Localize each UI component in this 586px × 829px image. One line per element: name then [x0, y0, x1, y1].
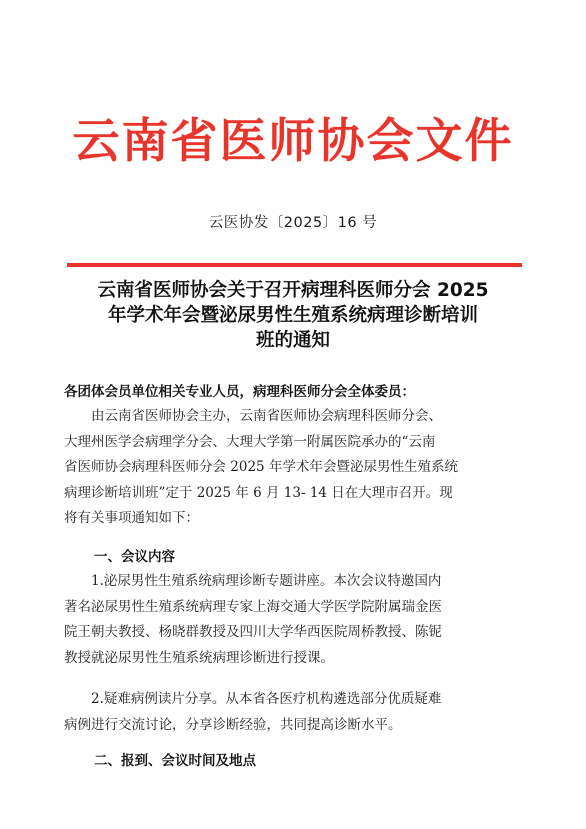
document-number: 云医协发〔2025〕16 号 — [208, 215, 378, 231]
paragraph-line: 大理州医学会病理学分会、大理大学第一附属医院承办的“云南 — [64, 433, 436, 450]
section-heading-registration: 二、报到、会议时间及地点 — [94, 753, 256, 769]
paragraph-line: 教授就泌尿男性生殖系统病理诊断进行授课。 — [64, 649, 334, 666]
red-divider-line — [67, 263, 522, 267]
notice-title-line: 班的通知 — [255, 330, 330, 351]
org-header-title: 云南省医师协会文件 — [72, 114, 514, 169]
section-heading-meeting-content: 一、会议内容 — [94, 549, 175, 565]
paragraph-line: 著名泌尿男性生殖系统病理专家上海交通大学医学院附属瑞金医 — [64, 598, 442, 615]
notice-title-line: 云南省医师协会关于召开病理科医师分会 2025 — [97, 280, 489, 301]
paragraph-line: 2.疑难病例读片分享。从本省各医疗机构遴选部分优质疑难 — [91, 691, 442, 707]
paragraph-line: 1.泌尿男性生殖系统病理诊断专题讲座。本次会议特邀国内 — [91, 573, 442, 589]
paragraph-line: 病例进行交流讨论，分享诊断经验，共同提高诊断水平。 — [64, 716, 402, 733]
notice-title-line: 年学术年会暨泌尿男性生殖系统病理诊断培训 — [107, 305, 478, 326]
paragraph-line: 院王朝夫教授、杨晓群教授及四川大学华西医院周桥教授、陈铌 — [64, 624, 442, 640]
salutation: 各团体会员单位相关专业人员，病理科医师分会全体委员： — [64, 384, 415, 400]
paragraph-line: 病理诊断培训班”定于 2025 年 6 月 13- 14 日在大理市召开。现 — [64, 484, 453, 501]
paragraph-line: 由云南省医师协会主办，云南省医师协会病理科医师分会、 — [91, 408, 442, 424]
item-1-paragraph — [64, 569, 534, 671]
item-2-paragraph — [64, 687, 534, 738]
notice-title — [50, 278, 536, 353]
intro-paragraph — [64, 404, 534, 532]
paragraph-line: 将有关事项通知如下： — [64, 510, 199, 526]
paragraph-line: 省医师协会病理科医师分会 2025 年学术年会暨泌尿男性生殖系统 — [64, 459, 458, 475]
